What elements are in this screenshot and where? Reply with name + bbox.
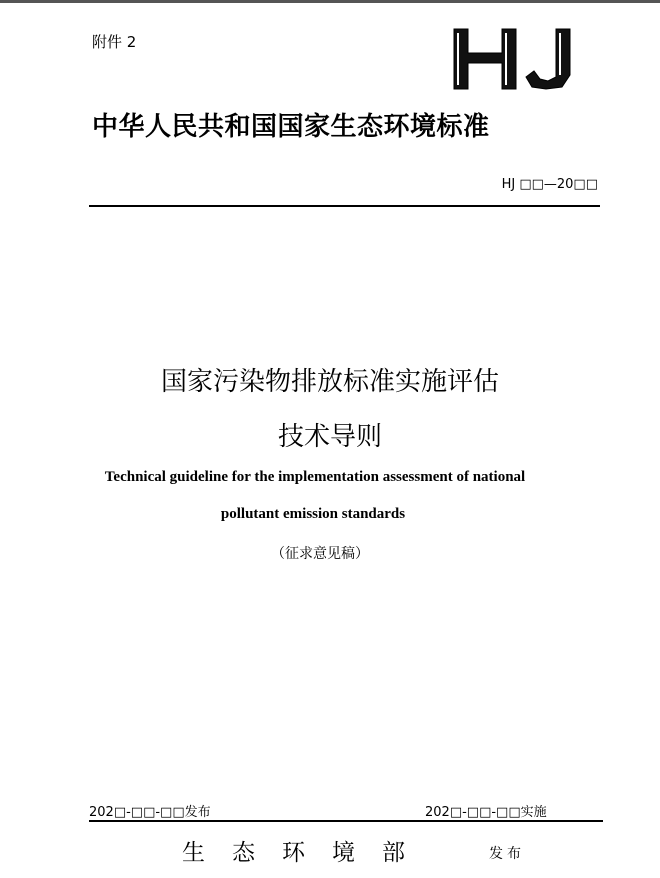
- issue-date: 202□-□□-□□发布: [89, 805, 211, 820]
- standard-number: HJ □□—20□□: [501, 177, 598, 192]
- hj-logo: [450, 25, 582, 93]
- effective-date: 202□-□□-□□实施: [425, 805, 547, 820]
- top-border: [0, 0, 660, 3]
- svg-text:HJ: HJ: [516, 65, 518, 66]
- issuing-authority: 生态环境部: [182, 840, 432, 866]
- title-cn-line1: 国家污染物排放标准实施评估: [160, 367, 499, 397]
- footer-divider: [89, 820, 603, 822]
- issuer-title: 中华人民共和国国家生态环境标准: [92, 112, 490, 142]
- title-cn-line2: 技术导则: [277, 422, 382, 452]
- publish-label: 发布: [489, 846, 525, 862]
- title-en-line2: pollutant emission standards: [220, 506, 406, 522]
- header-divider: [89, 205, 600, 207]
- attachment-label: 附件 2: [92, 33, 137, 51]
- title-en-line1: Technical guideline for the implementation assessment of national: [104, 469, 526, 485]
- draft-note: （征求意见稿）: [271, 546, 369, 562]
